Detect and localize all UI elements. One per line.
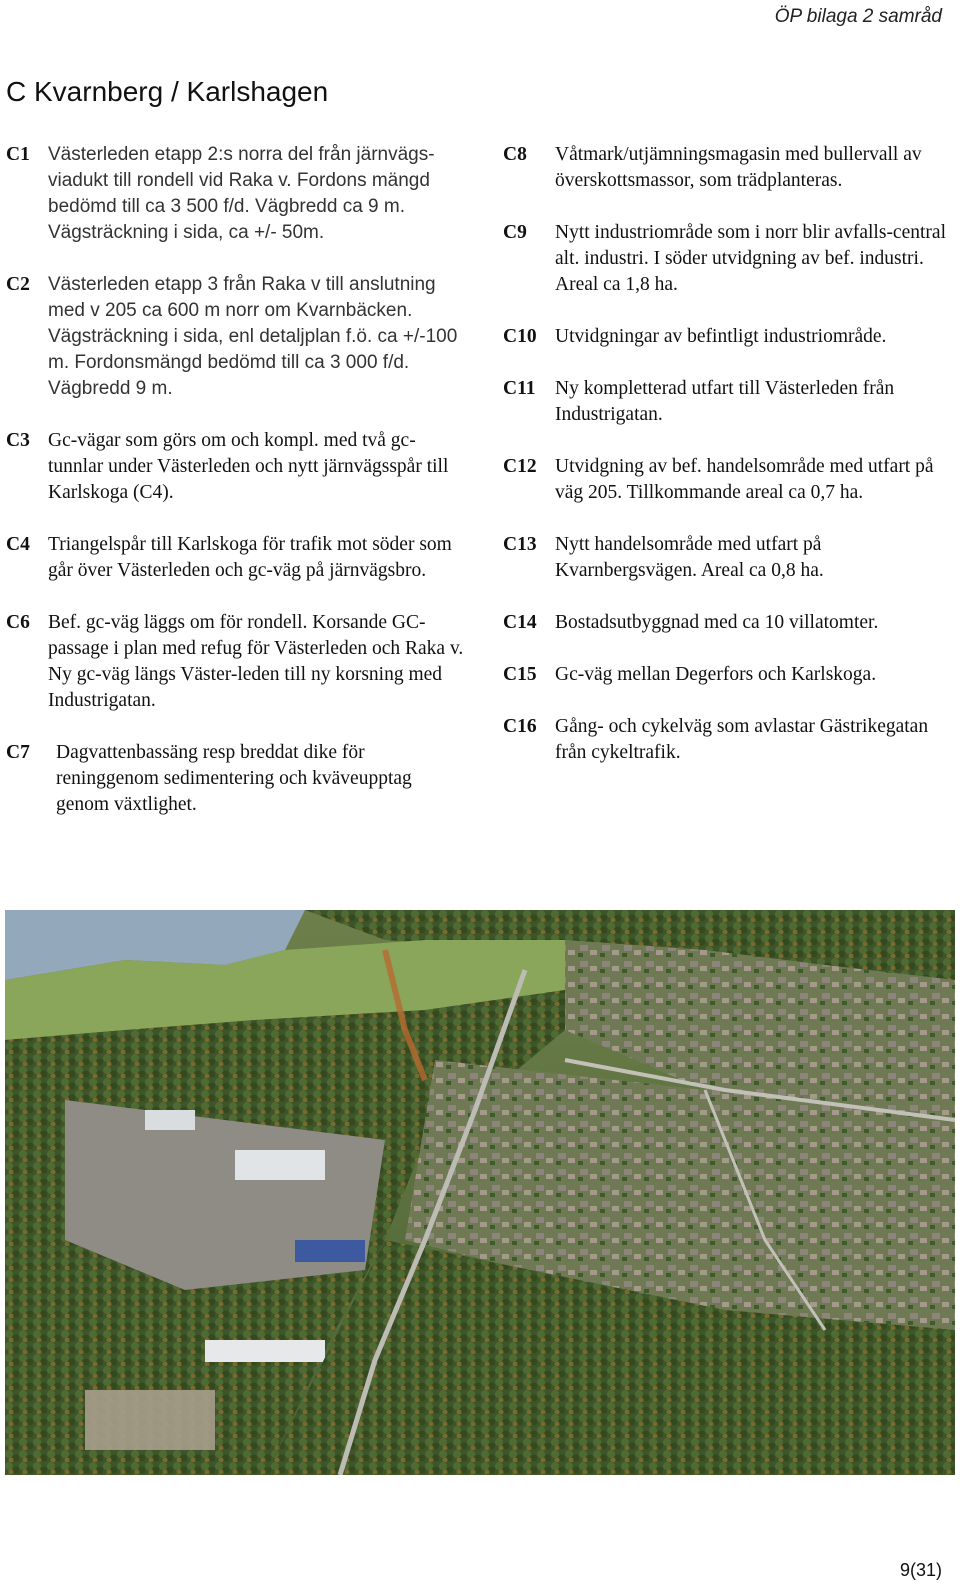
industrial-building xyxy=(205,1340,325,1362)
header-note: ÖP bilaga 2 samråd xyxy=(774,6,942,27)
item-code: C15 xyxy=(503,664,537,685)
item-text: Gc-väg mellan Degerfors och Karlskoga. xyxy=(555,664,877,685)
list-item xyxy=(503,610,953,636)
item-code: C12 xyxy=(503,456,537,477)
item-text: Nytt industriområde som i norr blir avfalls-central alt. industri. I söder utvidgning av bef. industri. Areal ca 1,8 ha. xyxy=(555,222,946,295)
item-text: Västerleden etapp 3 från Raka v till anslutning med v 205 ca 600 m norr om Kvarnbäcken. Vägsträckning i sida, enl detaljplan f.ö. ca +/-100 m. Fordonsmängd bedömd till ca 3 000 f/d. Vägbredd 9 m. xyxy=(48,274,458,399)
item-code: C7 xyxy=(6,742,30,763)
list-item xyxy=(6,740,466,818)
page-number: 9(31) xyxy=(899,1560,942,1580)
list-item xyxy=(503,220,953,298)
industrial-building xyxy=(295,1240,365,1262)
item-code: C10 xyxy=(503,326,537,347)
right-column xyxy=(503,142,953,792)
item-code: C1 xyxy=(6,144,30,165)
item-text: Våtmark/utjämningsmagasin med bullervall av överskottsmassor, som trädplanteras. xyxy=(555,144,922,191)
item-text: Bostadsutbyggnad med ca 10 villatomter. xyxy=(555,612,879,633)
item-text: Utvidgningar av befintligt industriområde. xyxy=(555,326,887,347)
left-column xyxy=(6,142,466,844)
list-item xyxy=(6,428,466,506)
list-item xyxy=(6,142,466,246)
item-code: C9 xyxy=(503,222,527,243)
list-item xyxy=(503,454,953,506)
item-text: Gc-vägar som görs om och kompl. med två gc-tunnlar under Västerleden och nytt järnvägsspår till Karlskoga (C4). xyxy=(48,430,449,503)
item-code: C2 xyxy=(6,274,30,295)
item-code: C11 xyxy=(503,378,536,399)
item-code: C8 xyxy=(503,144,527,165)
item-code: C13 xyxy=(503,534,537,555)
list-item xyxy=(6,532,466,584)
item-text: Bef. gc-väg läggs om för rondell. Korsande GC-passage i plan med refug för Västerleden och Raka v. Ny gc-väg längs Väster-leden till ny korsning med Industrigatan. xyxy=(48,612,464,711)
list-item xyxy=(6,610,466,714)
gravel-field xyxy=(85,1390,215,1450)
item-code: C6 xyxy=(6,612,30,633)
item-text: Västerleden etapp 2:s norra del från järnvägs-viadukt till rondell vid Raka v. Fordons mängd bedömd till ca 3 500 f/d. Vägbredd ca 9 m. Vägsträckning i sida, ca +/- 50m. xyxy=(48,144,435,243)
page-title: C Kvarnberg / Karlshagen xyxy=(6,76,329,107)
item-text: Ny kompletterad utfart till Västerleden från Industrigatan. xyxy=(555,378,895,425)
list-item xyxy=(503,324,953,350)
aerial-photo-illustration xyxy=(5,910,955,1475)
aerial-photo xyxy=(5,910,955,1475)
item-text: Triangelspår till Karlskoga för trafik mot söder som går över Västerleden och gc-väg på järnvägsbro. xyxy=(48,534,452,581)
item-code: C14 xyxy=(503,612,537,633)
list-item xyxy=(503,142,953,194)
item-text: Gång- och cykelväg som avlastar Gästrikegatan från cykeltrafik. xyxy=(555,716,929,763)
industrial-building xyxy=(235,1150,325,1180)
item-text: Dagvattenbassäng resp breddat dike för reninggenom sedimentering och kväveupptag genom växtlighet. xyxy=(56,742,412,815)
item-code: C4 xyxy=(6,534,30,555)
list-item xyxy=(503,532,953,584)
item-text: Utvidgning av bef. handelsområde med utfart på väg 205. Tillkommande areal ca 0,7 ha. xyxy=(555,456,934,503)
industrial-building xyxy=(145,1110,195,1130)
list-item xyxy=(503,662,953,688)
item-code: C16 xyxy=(503,716,537,737)
list-item xyxy=(503,376,953,428)
item-code: C3 xyxy=(6,430,30,451)
item-text: Nytt handelsområde med utfart på Kvarnbergsvägen. Areal ca 0,8 ha. xyxy=(555,534,824,581)
list-item xyxy=(503,714,953,766)
list-item xyxy=(6,272,466,402)
